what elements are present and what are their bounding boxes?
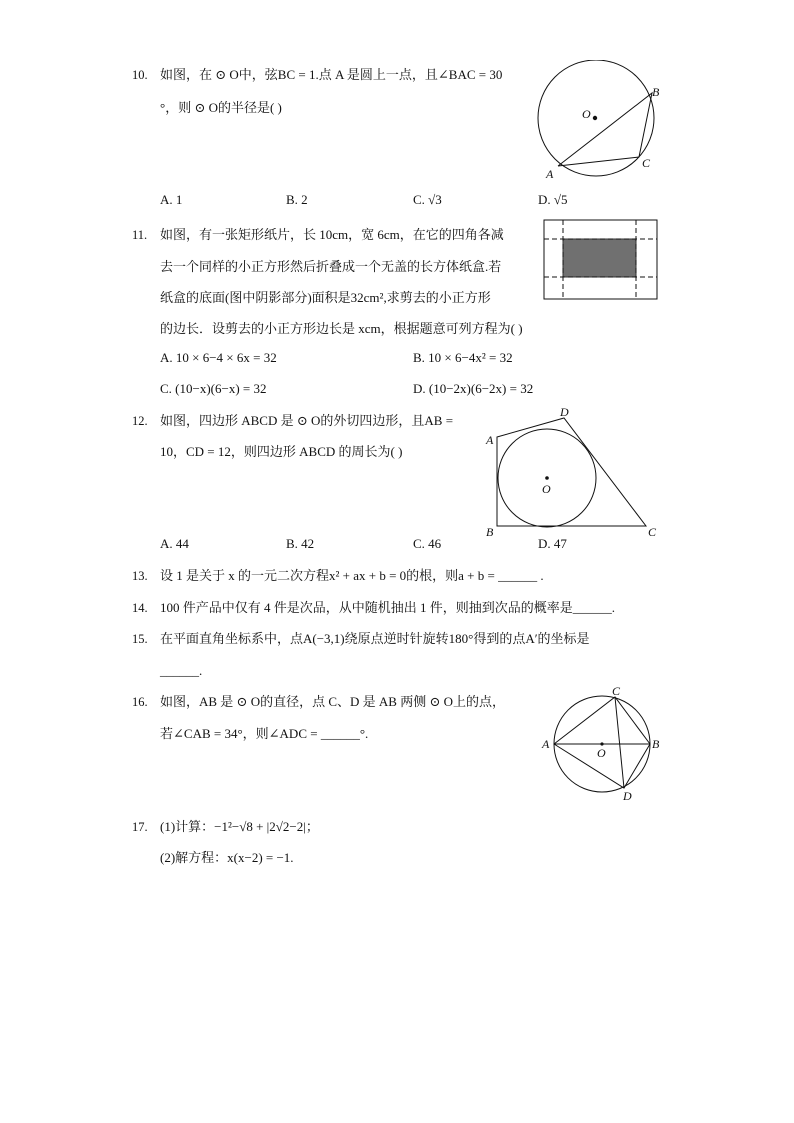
q17-number: 17. bbox=[132, 820, 148, 834]
q12-option-c: C. 46 bbox=[413, 536, 442, 551]
q15-number: 15. bbox=[132, 632, 148, 646]
q10-number: 10. bbox=[132, 68, 148, 82]
label-b: B bbox=[486, 525, 494, 539]
label-b: B bbox=[652, 737, 660, 751]
q15-text-line1: 在平面直角坐标系中，点A(−3,1)绕原点逆时针旋转180°得到的点A′的坐标是 bbox=[160, 631, 590, 646]
label-c: C bbox=[642, 156, 651, 170]
quadrilateral-abcd bbox=[497, 418, 646, 526]
shaded-base bbox=[563, 239, 636, 277]
q16-text-line2: 若∠CAB = 34°，则∠ADC = ______°. bbox=[160, 726, 369, 741]
q16-number: 16. bbox=[132, 695, 148, 709]
label-c: C bbox=[612, 684, 621, 698]
q10-circle-figure bbox=[528, 60, 670, 182]
q16-circle-diameter-figure bbox=[540, 684, 664, 802]
q12-option-d: D. 47 bbox=[538, 536, 567, 551]
q13-number: 13. bbox=[132, 569, 148, 583]
q10-option-b: B. 2 bbox=[286, 192, 308, 207]
center-dot bbox=[545, 476, 549, 480]
q11-text-line2: 去一个同样的小正方形然后折叠成一个无盖的长方体纸盒.若 bbox=[160, 259, 502, 274]
q13-text: 设 1 是关于 x 的一元二次方程x² + ax + b = 0的根，则a + b = ______ . bbox=[160, 568, 544, 583]
label-a: A bbox=[546, 167, 554, 181]
q11-option-d: D. (10−2x)(6−2x) = 32 bbox=[413, 381, 534, 396]
label-b: B bbox=[652, 85, 660, 99]
q12-number: 12. bbox=[132, 414, 148, 428]
q11-option-c: C. (10−x)(6−x) = 32 bbox=[160, 381, 267, 396]
center-dot bbox=[593, 116, 597, 120]
q17-part2: (2)解方程：x(x−2) = −1. bbox=[160, 850, 294, 865]
label-c: C bbox=[648, 525, 657, 539]
q12-option-b: B. 42 bbox=[286, 536, 315, 551]
label-d: D bbox=[623, 789, 632, 802]
q11-option-a: A. 10 × 6−4 × 6x = 32 bbox=[160, 350, 277, 365]
q17-part1: (1)计算：−1²−√8 + |2√2−2|； bbox=[160, 819, 319, 834]
q12-option-a: A. 44 bbox=[160, 536, 189, 551]
q11-text-line3: 纸盒的底面(图中阴影部分)面积是32cm²,求剪去的小正方形 bbox=[160, 290, 491, 305]
q14-number: 14. bbox=[132, 601, 148, 615]
q10-text-line2: °，则 ⊙ O的半径是( ) bbox=[160, 100, 282, 115]
chords-ac-cb bbox=[554, 697, 650, 744]
q10-option-c: C. √3 bbox=[413, 192, 442, 207]
q12-text-line2: 10，CD = 12，则四边形 ABCD 的周长为( ) bbox=[160, 444, 403, 459]
q11-number: 11. bbox=[132, 228, 148, 242]
label-o: O bbox=[542, 482, 551, 496]
q10-text-line1: 如图，在 ⊙ O中，弦BC = 1.点 A 是圆上一点，且∠BAC = 30 bbox=[160, 67, 503, 82]
q12-tangential-quadrilateral-figure bbox=[480, 402, 662, 542]
label-a: A bbox=[542, 737, 550, 751]
q12-text-line1: 如图，四边形 ABCD 是 ⊙ O的外切四边形，且AB = bbox=[160, 413, 454, 428]
label-o: O bbox=[582, 107, 591, 121]
label-a: A bbox=[486, 433, 494, 447]
q16-text-line1: 如图，AB 是 ⊙ O的直径，点 C、D 是 AB 两侧 ⊙ O上的点， bbox=[160, 694, 505, 709]
q11-text-line4: 的边长．设剪去的小正方形边长是 xcm，根据题意可列方程为( ) bbox=[160, 321, 523, 336]
q11-text-line1: 如图，有一张矩形纸片，长 10cm，宽 6cm，在它的四角各减 bbox=[160, 227, 504, 242]
label-d: D bbox=[560, 405, 569, 419]
q15-text-line2: ______. bbox=[160, 663, 203, 678]
q10-option-a: A. 1 bbox=[160, 192, 183, 207]
q11-rectangle-figure bbox=[543, 219, 659, 301]
q11-option-b: B. 10 × 6−4x² = 32 bbox=[413, 350, 513, 365]
q10-option-d: D. √5 bbox=[538, 192, 568, 207]
triangle-abc bbox=[558, 93, 652, 166]
label-o: O bbox=[597, 746, 606, 760]
q14-text: 100 件产品中仅有 4 件是次品，从中随机抽出 1 件，则抽到次品的概率是______. bbox=[160, 600, 616, 615]
chord-cd bbox=[615, 697, 624, 788]
